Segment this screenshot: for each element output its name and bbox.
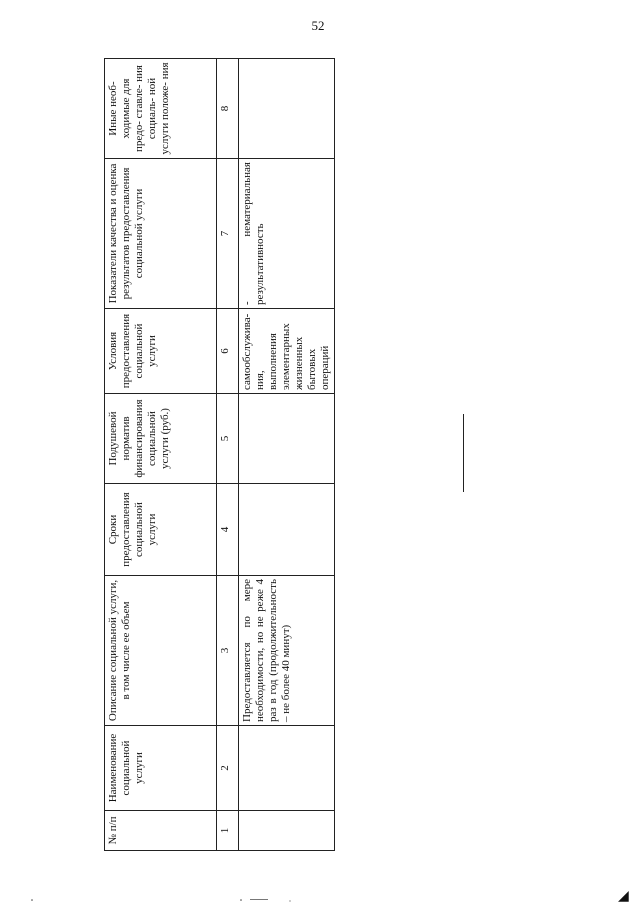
header-cell-funding-norm: Подушевой норматив финансирования социальной услуги (руб.) bbox=[105, 394, 217, 484]
cell-description: Предоставляется по мере необходимости, но не реже 4 раз в год (продолжительность – не более 40 минут) bbox=[239, 576, 335, 726]
header-cell-quality-indicators: Показатели качества и оценка результатов предоставления социальной услуги bbox=[105, 159, 217, 309]
header-cell-description: Описание социальной услуги, в том числе ее объем bbox=[105, 576, 217, 726]
column-number: 7 bbox=[217, 159, 239, 309]
header-row bbox=[105, 59, 217, 851]
header-cell-service-name: Наименование социальной услуги bbox=[105, 726, 217, 811]
column-number: 4 bbox=[217, 484, 239, 576]
social-services-table bbox=[104, 58, 335, 851]
table-row bbox=[239, 59, 335, 851]
cell-terms bbox=[239, 484, 335, 576]
scan-artifacts bbox=[0, 892, 631, 904]
column-number: 1 bbox=[217, 811, 239, 851]
rotated-table-wrapper bbox=[104, 58, 335, 851]
column-number: 8 bbox=[217, 59, 239, 159]
header-cell-other-provisions: Иные необ- ходимые для предо- ставле- ния социаль- ной услуги положе- ния bbox=[105, 59, 217, 159]
cell-other-provisions bbox=[239, 59, 335, 159]
cell-funding-norm bbox=[239, 394, 335, 484]
corner-mark: ◢ bbox=[618, 889, 629, 904]
vertical-rule bbox=[463, 414, 464, 492]
column-number: 2 bbox=[217, 726, 239, 811]
column-number: 6 bbox=[217, 309, 239, 394]
column-number: 5 bbox=[217, 394, 239, 484]
cell-quality-indicators: - нематериальная результативность bbox=[239, 159, 335, 309]
column-number: 3 bbox=[217, 576, 239, 726]
cell-conditions: самообслужива- ния, выполнения элементарных жизненных бытовых операций bbox=[239, 309, 335, 394]
cell-service-name bbox=[239, 726, 335, 811]
cell-number bbox=[239, 811, 335, 851]
header-cell-conditions: Условия предоставления социальной услуги bbox=[105, 309, 217, 394]
page-number: 52 bbox=[311, 18, 325, 33]
header-cell-number: № п/п bbox=[105, 811, 217, 851]
header-cell-terms: Сроки предоставления социальной услуги bbox=[105, 484, 217, 576]
column-number-row bbox=[217, 59, 239, 851]
